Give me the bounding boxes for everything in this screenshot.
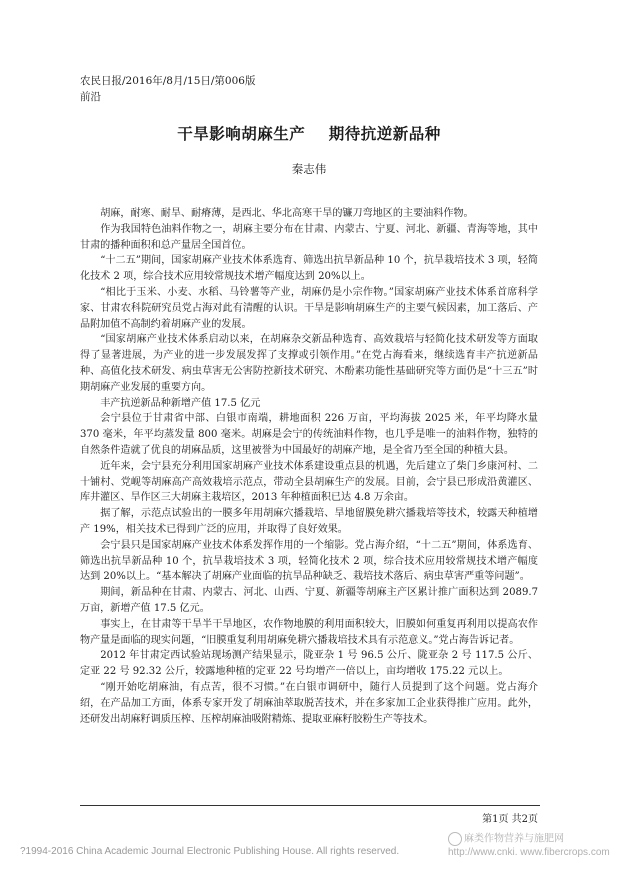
paragraph: 据了解，示范点试验出的一膜多年用胡麻穴播栽培、旱地留膜免耕穴播栽培等技术，较露天种植增产 19%，相关技术已得到广泛的应用，并取得了良好效果。 — [80, 508, 538, 535]
source-line: 农民日报/2016年/8月/15日/第006版 — [80, 75, 256, 87]
paragraph: “刚开始吃胡麻油，有点苦，很不习惯。”在白银市调研中，随行人员提到了这个问题。党占海介绍，在产品加工方面，体系专家开发了胡麻油萃取脱苦技术，并在多家加工企业获得推广应用。此外，还研发出胡麻籽调质压榨、压榨胡麻油吸附精炼、提取亚麻籽胶粉生产等技术。 — [80, 681, 538, 725]
paragraph: 期间，新品种在甘肃、内蒙古、河北、山西、宁夏、新疆等胡麻主产区累计推广面积达到 2089.7 万亩，新增产值 17.5 亿元。 — [80, 587, 538, 614]
paragraph: 事实上，在甘肃等干旱半干旱地区，农作物地膜的利用面积较大，旧膜如何重复再利用以提高农作物产量是面临的现实问题，“旧膜重复利用胡麻免耕穴播栽培技术具有示范意义。”党占海告诉记者。 — [80, 618, 538, 646]
watermark-url[interactable]: www.fibercrops.com — [520, 847, 610, 858]
paragraph: “国家胡麻产业技术体系启动以来，在胡麻杂交新品种选育、高效栽培与轻简化技术研发等方面取得了显著进展，为产业的进一步发展发挥了支撑或引领作用。”在党占海看来，继续选育丰产抗逆新品种、高值化技术研发、病虫草害无公害防控新技术研究、木酚素功能性基础研究等方面仍是“十三五”时期胡麻产业发展的重要方向。 — [80, 334, 538, 393]
watermark-site-name: 麻类作物营养与施肥网 — [464, 833, 564, 845]
article-body — [80, 206, 538, 727]
section-label: 前沿 — [80, 91, 101, 103]
paragraph: “相比于玉米、小麦、水稻、马铃薯等产业，胡麻仍是小宗作物。”国家胡麻产业技术体系首席科学家、甘肃农科院研究员党占海对此有清醒的认识。干旱是影响胡麻生产的主要气候因素，加工落后、产品附加值不高制约着胡麻产业的发展。 — [80, 286, 538, 330]
paragraph: 2012 年甘肃定西试验站现场测产结果显示，陇亚杂 1 号 96.5 公斤、陇亚杂 2 号 117.5 公斤、定亚 22 号 92.32 公斤，较露地种植的定亚 22 号均增产一倍以上，亩均增收 175.22 元以上。 — [80, 650, 538, 678]
paragraph: 近年来，会宁县充分利用国家胡麻产业技术体系建设重点县的机遇，先后建立了柴门乡康河村、二十铺村、党岘等胡麻高产高效栽培示范点，带动全县胡麻生产的发展。目前，会宁县已形成沿黄灌区、库井灌区、旱作区三大胡麻主栽培区，2013 年种植面积已达 4.8 万余亩。 — [80, 460, 538, 504]
cnki-link[interactable]: http://www.cnki. — [448, 847, 518, 858]
watermark-logo-icon — [448, 832, 462, 846]
page-number: 第1页 共2页 — [482, 814, 538, 825]
copyright-notice: ?1994-2016 China Academic Journal Electronic Publishing House. All rights reserved. — [20, 846, 400, 857]
paragraph: 胡麻，耐寒、耐旱、耐瘠薄，是西北、华北高寒干旱的镰刀弯地区的主要油料作物。 — [100, 208, 474, 219]
article-author: 秦志伟 — [291, 162, 327, 176]
article-title: 干旱影响胡麻生产 期待抗逆新品种 — [177, 124, 441, 143]
footer-divider — [80, 805, 540, 806]
paragraph: 会宁县位于甘肃省中部、白银市南端，耕地面积 226 万亩，平均海拔 2025 米，年平均降水量 370 毫米，年平均蒸发量 800 毫米。胡麻是会宁的传统油料作物，也几乎是唯一的油料作物，独特的自然条件造就了优良的胡麻品质，这里被誉为中国最好的胡麻产地，是全省乃至全国的种植大县。 — [80, 413, 538, 456]
paragraph: “十二五”期间，国家胡麻产业技术体系选育、筛选出抗旱新品种 10 个，抗旱栽培技术 3 项，轻简化技术 2 项，综合技术应用较常规技术增产幅度达到 20%以上。 — [80, 255, 538, 283]
watermark — [448, 832, 613, 859]
paragraph: 会宁县只是国家胡麻产业技术体系发挥作用的一个缩影。党占海介绍，“十二五”期间，体系选育、筛选出抗旱新品种 10 个，抗旱栽培技术 3 项，轻简化技术 2 项，综合技术应用较常规技术增产幅度达到 20%以上。“基本解决了胡麻产业面临的抗旱品种缺乏、栽培技术落后、病虫草害严重等问题”。 — [80, 539, 538, 583]
subheading: 丰产抗逆新品种新增产值 17.5 亿元 — [100, 397, 261, 409]
paragraph: 作为我国特色油料作物之一，胡麻主要分布在甘肃、内蒙古、宁夏、河北、新疆、青海等地，其中甘肃的播种面积和总产量居全国首位。 — [80, 223, 538, 251]
